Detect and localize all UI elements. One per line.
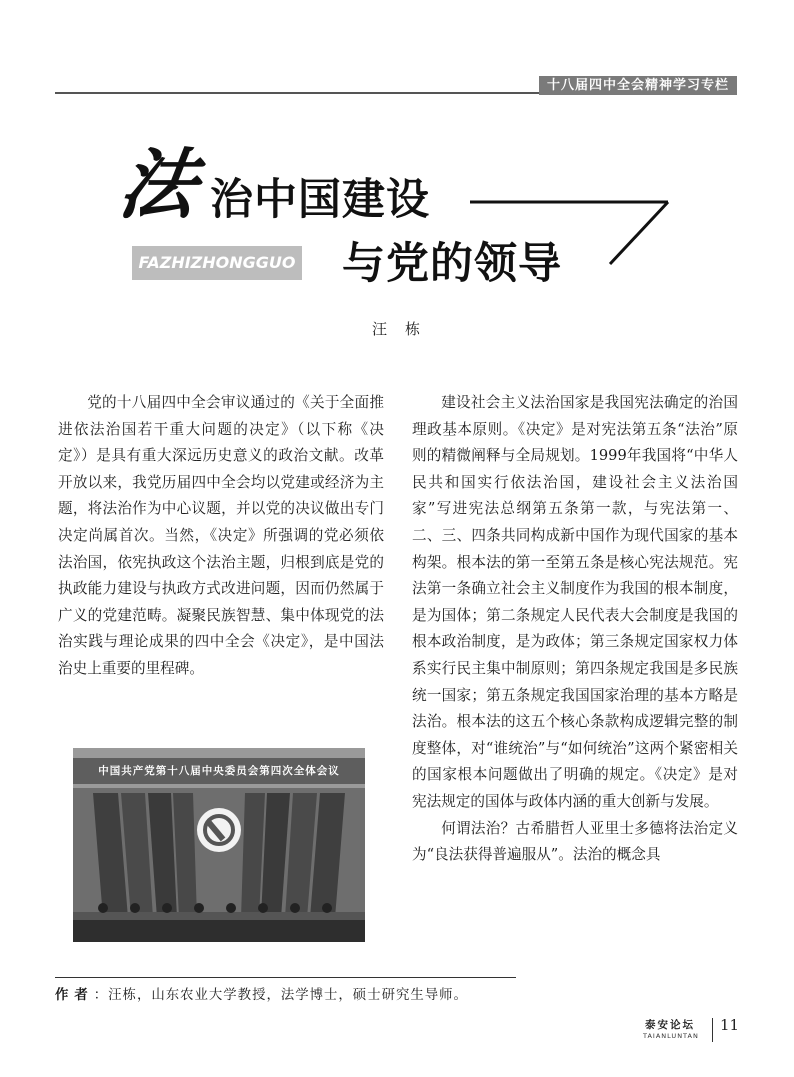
journal-name: 泰安论坛 <box>645 1019 695 1031</box>
photo-banner-text: 中国共产党第十八届中央委员会第四次全体会议 <box>73 758 365 784</box>
title-line-2: 与党的领导 <box>342 239 562 289</box>
footer-separator <box>712 1018 713 1042</box>
conference-photo <box>73 748 365 942</box>
footnote-text: ：汪栋，山东农业大学教授，法学博士，硕士研究生导师。 <box>93 988 468 1003</box>
journal-pinyin: TAIANLUNTAN <box>643 1032 699 1040</box>
paragraph: 建设社会主义法治国家是我国宪法确定的治国理政基本原则。《决定》是对宪法第五条“法治”原则的精微阐释与全局规划。1999年我国将“中华人民共和国实行依法治国，建设社会主义法治国家”写进宪法总纲第五条第一款，与宪法第一、二、三、四条共同构成新中国作为现代国家的基本构架。根本法的第一至第五条是核心宪法规范。宪法第一条确立社会主义制度作为我国的根本制度，是为国体；第二条规定人民代表大会制度是我国的根本政治制度，是为政体；第三条规定国家权力体系实行民主集中制原则；第四条规定我国是多民族统一国家；第五条规定我国国家治理的基本方略是法治。根本法的这五个核心条款构成逻辑完整的制度整体，对“谁统治”与“如何统治”这两个紧密相关的国家根本问题做出了明确的规定。《决定》是对宪法规定的国体与政体内涵的重大创新与发展。 <box>412 394 738 810</box>
author-footnote <box>55 984 468 1003</box>
column-tag: 十八届四中全会精神学习专栏 <box>539 76 737 95</box>
paragraph: 党的十八届四中全会审议通过的《关于全面推进依法治国若干重大问题的决定》（以下称《决定》）是具有重大深远历史意义的政治文献。改革开放以来，我党历届四中全会均以党建或经济为主题，将法治作为中心议题，并以党的决议做出专门决定尚属首次。当然，《决定》所强调的党必须依法治国，依宪执政这个法治主题，归根到底是党的执政能力建设与执政方式改进问题，因而仍然属于广义的党建范畴。凝聚民族智慧、集中体现党的法治实践与理论成果的四中全会《决定》，是中国法治史上重要的里程碑。 <box>58 394 384 677</box>
paragraph: 何谓法治？古希腊哲人亚里士多德将法治定义为“良法获得普遍服从”。法治的概念具 <box>412 819 738 864</box>
title-pinyin-band: FAZHIZHONGGUO <box>132 246 302 280</box>
title-big-character: 法 <box>113 140 201 229</box>
author-name: 汪栋 <box>372 320 439 338</box>
right-column <box>412 390 738 869</box>
left-column <box>58 390 384 683</box>
page-number: 11 <box>720 1016 740 1034</box>
title-line-1: 治中国建设 <box>210 175 430 225</box>
footnote-label: 作者 <box>55 987 94 1003</box>
footnote-rule <box>55 977 516 978</box>
